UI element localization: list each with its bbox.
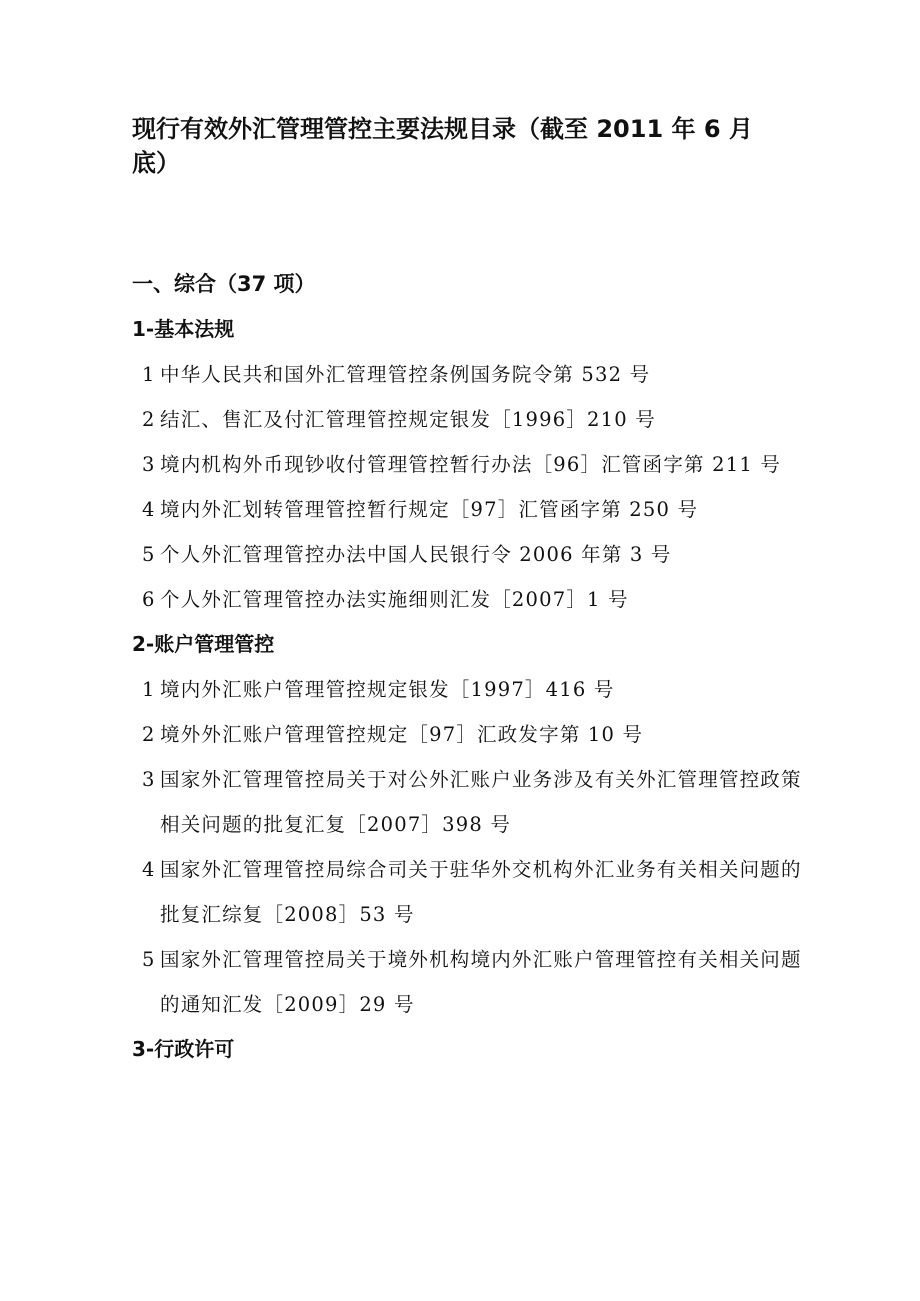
document-title: 现行有效外汇管理管控主要法规目录（截至 2011 年 6 月底） — [132, 115, 753, 177]
item-number: 5 — [142, 543, 156, 566]
item-text: 中华人民共和国外汇管理管控条例国务院令第 532 号 — [160, 363, 651, 386]
subsection-heading-basic-regulations: 1-基本法规 — [132, 317, 235, 341]
item-number: 2 — [142, 408, 156, 431]
regulation-item — [132, 667, 802, 712]
item-text: 境内机构外币现钞收付管理管控暂行办法［96］汇管函字第 211 号 — [160, 453, 782, 476]
item-text: 国家外汇管理管控局关于境外机构境内外汇账户管理管控有关相关问题的通知汇发［2009］29 号 — [160, 948, 802, 1016]
regulation-item — [132, 487, 802, 532]
item-number: 3 — [142, 453, 156, 476]
item-number: 4 — [142, 498, 156, 521]
regulation-item — [132, 442, 802, 487]
regulation-item — [132, 532, 802, 577]
item-number: 2 — [142, 723, 156, 746]
regulation-item — [132, 352, 802, 397]
item-text: 结汇、售汇及付汇管理管控规定银发［1996］210 号 — [160, 408, 656, 431]
item-number: 4 — [142, 858, 156, 881]
regulation-item — [132, 937, 802, 1027]
item-number: 1 — [142, 363, 156, 386]
item-number: 1 — [142, 678, 156, 701]
section-heading: 一、综合（37 项） — [132, 272, 316, 296]
regulation-item — [132, 712, 802, 757]
item-number: 6 — [142, 588, 156, 611]
regulation-item — [132, 847, 802, 937]
regulation-item — [132, 577, 802, 622]
item-text: 个人外汇管理管控办法实施细则汇发［2007］1 号 — [160, 588, 629, 611]
regulation-item — [132, 757, 802, 847]
subsection-heading-account-management: 2-账户管理管控 — [132, 632, 275, 656]
document-body — [132, 262, 802, 1072]
item-text: 境内外汇账户管理管控规定银发［1997］416 号 — [160, 678, 615, 701]
item-text: 国家外汇管理管控局综合司关于驻华外交机构外汇业务有关相关问题的批复汇综复［2008］53 号 — [160, 858, 802, 926]
item-number: 3 — [142, 768, 156, 791]
item-text: 境外外汇账户管理管控规定［97］汇政发字第 10 号 — [160, 723, 644, 746]
regulation-item — [132, 397, 802, 442]
item-text: 个人外汇管理管控办法中国人民银行令 2006 年第 3 号 — [160, 543, 672, 566]
subsection-heading-administrative-licensing: 3-行政许可 — [132, 1037, 235, 1061]
item-number: 5 — [142, 948, 156, 971]
item-text: 境内外汇划转管理管控暂行规定［97］汇管函字第 250 号 — [160, 498, 699, 521]
item-text: 国家外汇管理管控局关于对公外汇账户业务涉及有关外汇管理管控政策相关问题的批复汇复［2007］398 号 — [160, 768, 802, 836]
